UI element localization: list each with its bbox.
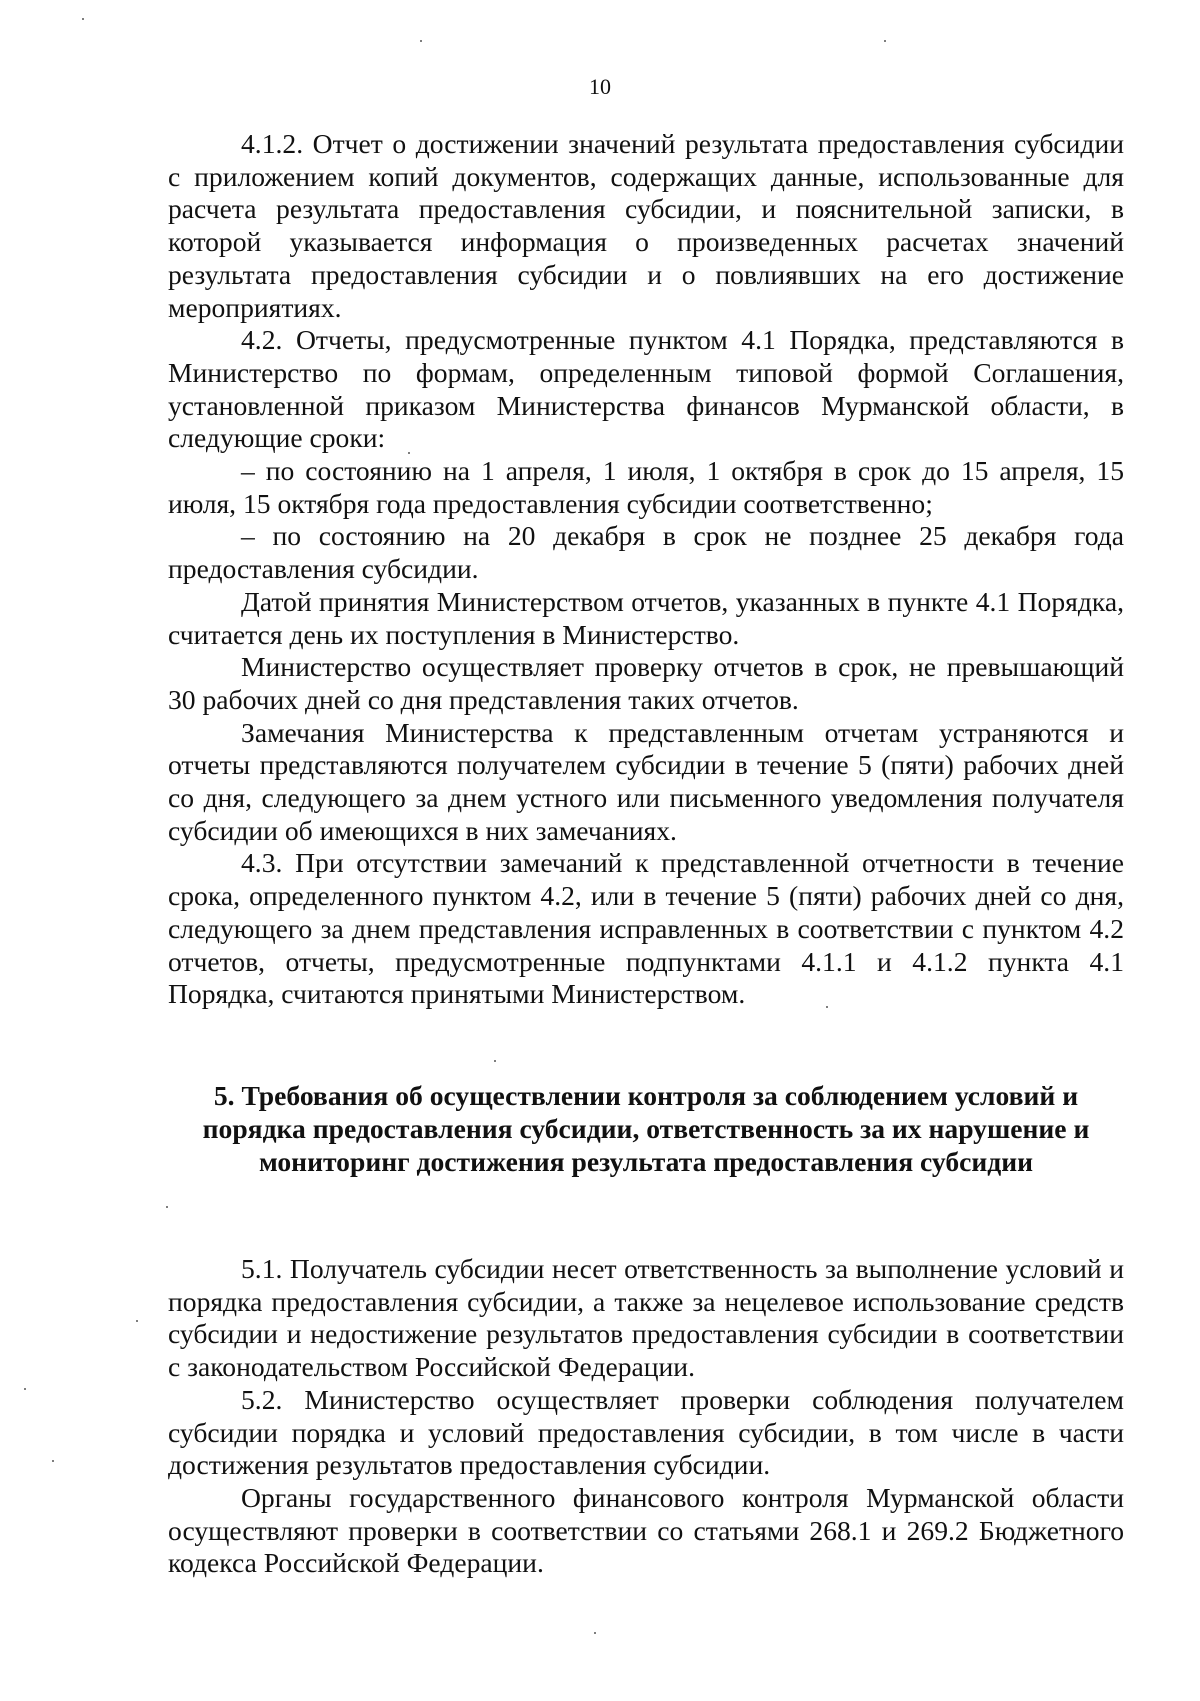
scan-speck [594,1632,596,1634]
page-number: 10 [589,74,611,99]
scan-speck [166,1206,168,1208]
scan-speck [52,1460,54,1462]
scan-speck [884,40,886,42]
scan-speck [494,1060,496,1062]
scan-speck [136,1320,138,1322]
paragraph-4-3: 4.3. При отсутствии замечаний к представленной отчетности в течение срока, определенного пунктом 4.2, или в течение 5 (пяти) рабочих дней со дня, следующего за днем представления исправленных в соответствии с пунктом 4.2 отчетов, отчеты, предусмотренные подпунктами 4.1.1 и 4.1.2 пункта 4.1 Порядка, считаются принятыми Министерством. [168,847,1124,1010]
paragraph-acceptance-date: Датой принятия Министерством отчетов, указанных в пункте 4.1 Порядка, считается день их поступления в Министерство. [168,585,1124,650]
paragraph-deadline-annual: – по состоянию на 20 декабря в срок не позднее 25 декабря года предоставления субсидии. [168,520,1124,585]
paragraph-remarks: Замечания Министерства к представленным отчетам устраняются и отчеты представляются получателем субсидии в течение 5 (пяти) рабочих дней со дня, следующего за днем устного или письменного уведомления получателя субсидии об имеющихся в них замечаниях. [168,716,1124,846]
paragraph-5-1: 5.1. Получатель субсидии несет ответственность за выполнение условий и порядка предоставления субсидии, а также за нецелевое использование средств субсидии и недостижение результатов предоставления субсидии в соответствии с законодательством Российской Федерации. [168,1253,1124,1383]
section-heading: 5. Требования об осуществлении контроля за соблюдением условий и порядка предоставления субсидии, ответственность за их нарушение и мониторинг достижения результата предоставления субсидии [202,1080,1090,1177]
scan-speck [24,1388,26,1390]
bottom-text-block [168,1253,1124,1580]
paragraph-deadline-quarterly: – по состоянию на 1 апреля, 1 июля, 1 октября в срок до 15 апреля, 15 июля, 15 октября года предоставления субсидии соответственно; [168,455,1124,519]
paragraph-5-2: 5.2. Министерство осуществляет проверки соблюдения получателем субсидии порядка и условий предоставления субсидии, в том числе в части достижения результатов предоставления субсидии. [168,1383,1124,1481]
top-text-block [168,128,1124,1011]
paragraph-4-2: 4.2. Отчеты, предусмотренные пунктом 4.1 Порядка, представляются в Министерство по формам, определенным типовой формой Соглашения, установленной приказом Министерства финансов Мурманской области, в следующие сроки: [168,324,1124,454]
paragraph-verification: Министерство осуществляет проверку отчетов в срок, не превышающий 30 рабочих дней со дня представления таких отчетов. [168,651,1124,715]
scan-speck [82,18,84,20]
paragraph-financial-control: Органы государственного финансового контроля Мурманской области осуществляют проверки в соответствии со статьями 268.1 и 269.2 Бюджетного кодекса Российской Федерации. [168,1481,1124,1579]
paragraph-4-1-2: 4.1.2. Отчет о достижении значений результата предоставления субсидии с приложением копий документов, содержащих данные, использованные для расчета результата предоставления субсидии, и пояснительной записки, в которой указывается информация о произведенных расчетах значений результата предоставления субсидии и о повлиявших на его достижение мероприятиях. [168,128,1124,323]
scan-speck [420,40,422,42]
